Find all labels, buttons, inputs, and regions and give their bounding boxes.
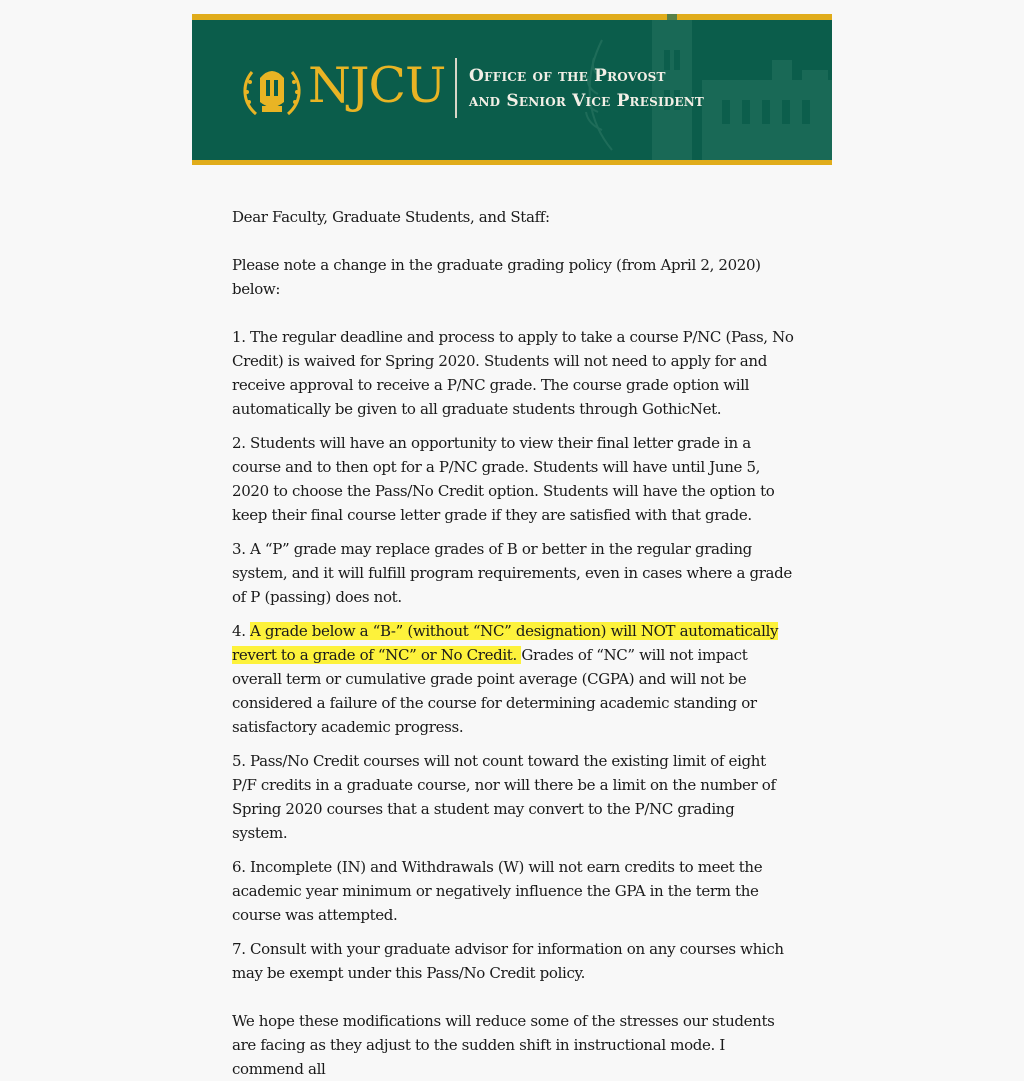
- policy-item-2: 2. Students will have an opportunity to view their final letter grade in a course and to then opt for a P/NC grade. Students will have until June 5, 2020 to choose the Pass/No Credit option. Students will have the option to keep their final course letter grade if they are satisfied with that grade.: [232, 434, 775, 524]
- greeting: Dear Faculty, Graduate Students, and Staff:: [232, 208, 550, 226]
- policy-item-4: [232, 619, 794, 739]
- policy-item-4-number: 4.: [232, 622, 251, 640]
- office-title-line-2: and Senior Vice President: [469, 91, 705, 111]
- policy-item-3: 3. A “P” grade may replace grades of B or better in the regular grading system, and it will fulfill program requirements, even in cases where a grade of P (passing) does not.: [232, 540, 792, 606]
- highlighted-text: A grade below a “B-” (without “NC” designation) will NOT automatically revert to a grade of “NC” or No Credit.: [232, 622, 779, 664]
- policy-item-1: 1. The regular deadline and process to apply to take a course P/NC (Pass, No Credit) is waived for Spring 2020. Students will not need to apply for and receive approval to receive a P/NC grade. The course grade option will automatically be given to all graduate students through GothicNet.: [232, 328, 794, 418]
- policy-item-7: 7. Consult with your graduate advisor for information on any courses which may be exempt under this Pass/No Credit policy.: [232, 940, 784, 982]
- office-title: [469, 64, 704, 114]
- policy-item-4-rest: Grades of “NC” will not impact overall term or cumulative grade point average (CGPA) and will not be considered a failure of the course for determining academic standing or satisfactory academic progress.: [232, 646, 757, 736]
- intro-paragraph: Please note a change in the graduate grading policy (from April 2, 2020) below:: [232, 256, 761, 298]
- banner-divider: [455, 58, 457, 118]
- office-title-line-1: Office of the Provost: [469, 66, 666, 86]
- letter-body: [232, 205, 794, 1081]
- closing-paragraph: We hope these modifications will reduce some of the stresses our students are facing as they adjust to the sudden shift in instructional mode. I commend all: [232, 1012, 775, 1078]
- header-banner: [192, 14, 832, 165]
- policy-item-5: 5. Pass/No Credit courses will not count toward the existing limit of eight P/F credits in a graduate course, nor will there be a limit on the number of Spring 2020 courses that a student may convert to the P/NC grading system.: [232, 752, 776, 842]
- njcu-seal-icon: [242, 62, 302, 120]
- policy-item-6: 6. Incomplete (IN) and Withdrawals (W) will not earn credits to meet the academic year minimum or negatively influence the GPA in the term the course was attempted.: [232, 858, 763, 924]
- njcu-logo-text: NJCU: [308, 57, 446, 114]
